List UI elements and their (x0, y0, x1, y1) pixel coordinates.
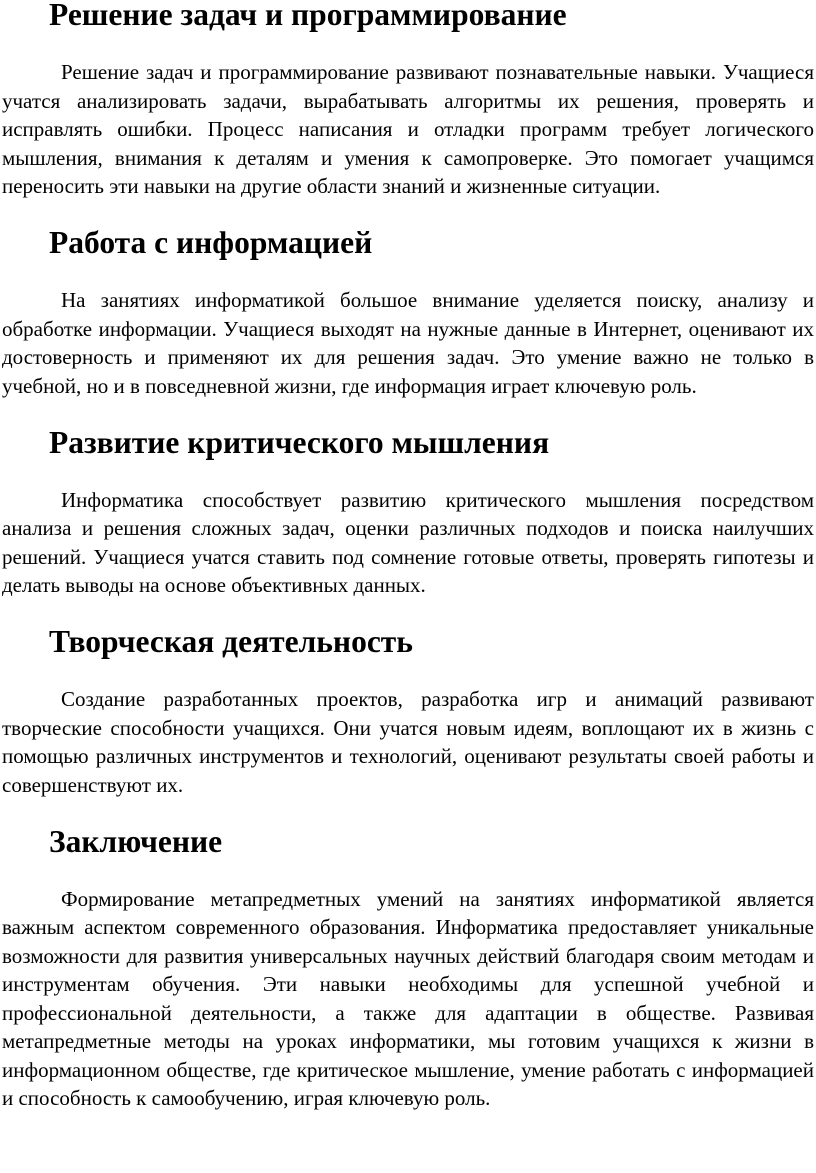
section-heading-critical-thinking: Развитие критического мышления (49, 424, 550, 460)
spacer (2, 457, 814, 486)
paragraph-critical-thinking: Информатика способствует развитию критического мышления посредством анализа и решения сложных задач, оценки различных подходов и поиска наилучших решений. Учащиеся учатся ставить под сомнение готовые ответы, проверять гипотезы и делать выводы на основе объективных данных. (2, 487, 814, 597)
spacer (2, 258, 814, 287)
section-heading-information: Работа с информацией (49, 225, 373, 260)
paragraph-information: На занятиях информатикой большое внимание уделяется поиску, анализу и обработке информации. Учащиеся выходят на нужные данные в Интернет, оценивают их достоверность и применяют их для решения задач. Это умение важно не только в учебной, но и в повседневной жизни, где информация играет ключевую роль. (2, 288, 814, 398)
section-heading-conclusion: Заключение (49, 823, 223, 859)
paragraph-problem-solving: Решение задач и программирование развивают познавательные навыки. Учащиеся учатся анализировать задачи, вырабатывать алгоритмы их решения, проверять и исправлять ошибки. Процесс написания и отладки программ требует логического мышления, внимания к деталям и умения к самопроверке. Это помогает учащимся переносить эти навыки на другие области знаний и жизненные ситуации. (2, 60, 814, 198)
paragraph-conclusion: Формирование метапредметных умений на занятиях информатикой является важным аспектом современного образования. Информатика предоставляет уникальные возможности для развития универсальных научных действий благодаря своим методам и инструментам обучения. Эти навыки необходимы для успешной учебной и профессиональной деятельности, а также для адаптации в обществе. Развивая метапредметные методы на уроках информатики, мы готовим учащихся к жизни в информационном обществе, где критическое мышление, умение работать с информацией и способность к самообучению, играя ключевую роль. (2, 886, 814, 1110)
spacer (2, 856, 814, 885)
spacer (2, 657, 814, 686)
section-heading-creative: Творческая деятельность (49, 624, 413, 659)
paragraph-creative: Создание разработанных проектов, разработка игр и анимаций развивают творческие способности учащихся. Они учатся новым идеям, воплощают их в жизнь с помощью различных инструментов и технологий, оценивают результаты своей работы и совершенствуют их. (2, 687, 814, 797)
section-heading-problem-solving: Решение задач и программирование (49, 0, 567, 32)
spacer (2, 30, 814, 59)
